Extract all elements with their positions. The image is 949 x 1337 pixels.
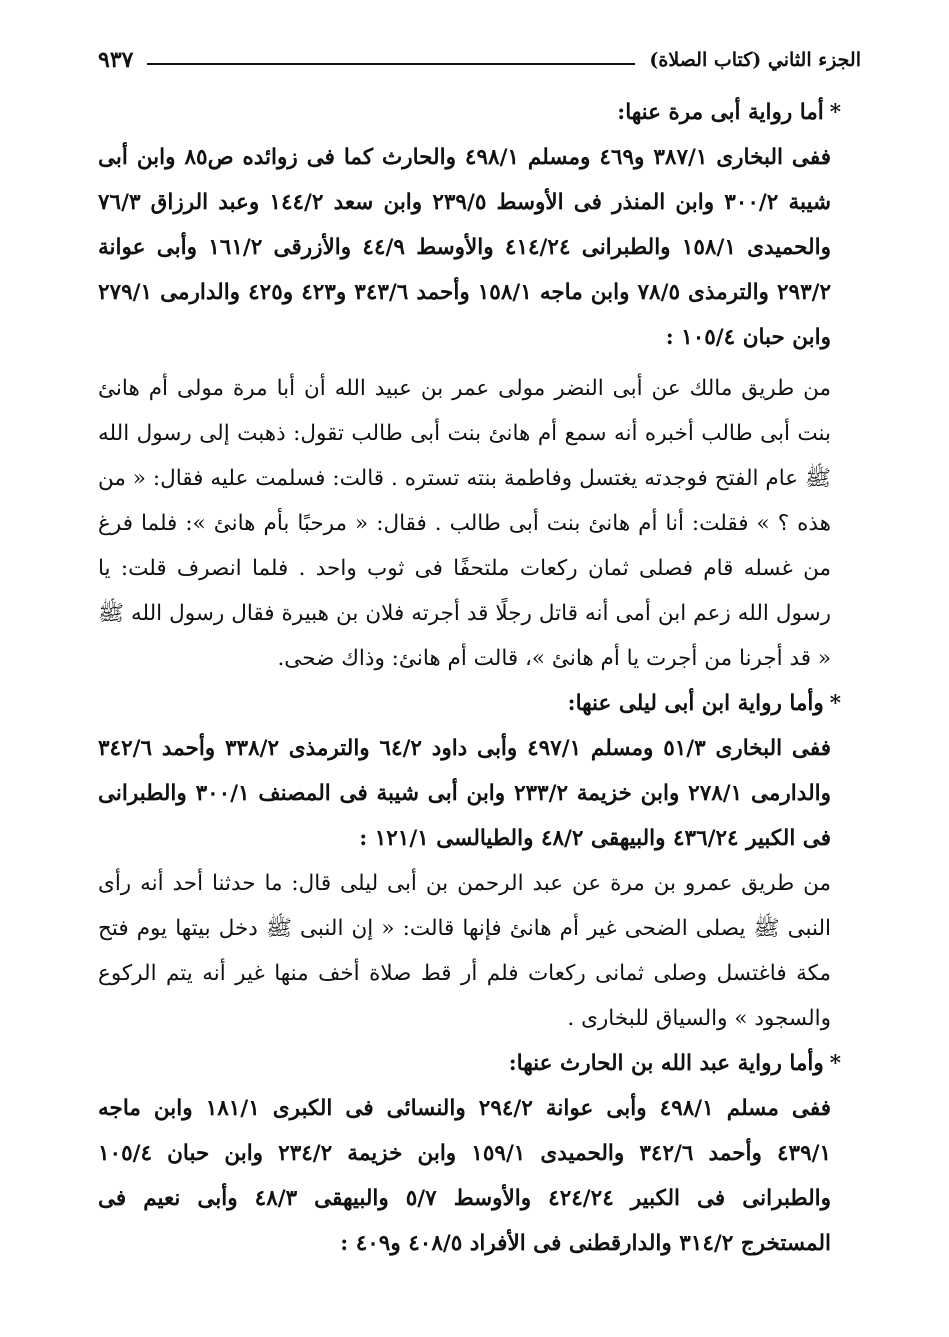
section-heading [98,90,861,135]
section-heading-text: وأما رواية ابن أبى ليلى عنها: [567,691,824,716]
section-heading-text: أما رواية أبى مرة عنها: [617,100,824,125]
section-heading-text: وأما رواية عبد الله بن الحارث عنها: [508,1051,824,1076]
page-body [98,90,861,1266]
section-ibn-abi-layla [98,681,861,1041]
section-heading [98,1041,861,1086]
section-abdullah-ibn-al-harith [98,1041,861,1266]
section-abi-murrah [98,90,861,681]
asterisk-icon: * [829,691,841,716]
header-title: الجزء الثاني (كتاب الصلاة) [649,49,861,71]
references-paragraph: ففى البخارى ٣٨٧/١ و٤٦٩ ومسلم ٤٩٨/١ والحارث كما فى زوائده ص٨٥ وابن أبى شيبة ٣٠٠/٢ وابن المنذر فى الأوسط ٢٣٩/٥ وابن سعد ١٤٤/٢ وعبد الرزاق ٧٦/٣ والحميدى ١٥٨/١ والطبرانى ٤١٤/٢٤ والأوسط ٤٤/٩ والأزرقى ١٦١/٢ وأبى عوانة ٢٩٣/٢ والترمذى ٧٨/٥ وابن ماجه ١٥٨/١ وأحمد ٣٤٣/٦ و٤٢٣ و٤٢٥ والدارمى ٢٧٩/١ وابن حبان ١٠٥/٤ : [98,145,832,350]
asterisk-icon: * [829,100,841,125]
page-number: ٩٣٧ [98,47,134,73]
hadith-paragraph: من طريق مالك عن أبى النضر مولى عمر بن عبيد الله أن أبا مرة مولى أم هانئ بنت أبى طالب أخبره أنه سمع أم هانئ بنت أبى طالب تقول: ذهبت إلى رسول الله ﷺ عام الفتح فوجدته يغتسل وفاطمة بنته تستره . قالت: فسلمت عليه فقال: « من هذه ؟ » فقلت: أنا أم هانئ بنت أبى طالب . فقال: « مرحبًا بأم هانئ »: فلما فرغ من غسله قام فصلى ثمان ركعات ملتحفًا فى ثوب واحد . فلما انصرف قلت: يا رسول الله زعم ابن أمى أنه قاتل رجلًا قد أجرته فلان بن هبيرة فقال رسول الله ﷺ « قد أجرنا من أجرت يا أم هانئ »، قالت أم هانئ: وذاك ضحى. [98,376,831,671]
section-heading [98,681,861,726]
hadith-paragraph: من طريق عمرو بن مرة عن عبد الرحمن بن أبى ليلى قال: ما حدثنا أحد أنه رأى النبى ﷺ يصلى الضحى غير أم هانئ فإنها قالت: « إن النبى ﷺ دخل بيتها يوم فتح مكة فاغتسل وصلى ثمانى ركعات فلم أر قط صلاة أخف منها غير أنه يتم الركوع والسجود » والسياق للبخارى . [98,871,831,1031]
header-rule [147,63,635,65]
references-paragraph: ففى البخارى ٥١/٣ ومسلم ٤٩٧/١ وأبى داود ٦٤/٢ والترمذى ٣٣٨/٢ وأحمد ٣٤٢/٦ والدارمى ٢٧٨/١ وابن خزيمة ٢٣٣/٢ وابن أبى شيبة فى المصنف ٣٠٠/١ والطبرانى فى الكبير ٤٣٦/٢٤ والبيهقى ٤٨/٢ والطيالسى ١٢١/١ : [98,736,831,851]
running-header [98,40,861,80]
asterisk-icon: * [829,1051,841,1076]
references-paragraph: ففى مسلم ٤٩٨/١ وأبى عوانة ٢٩٤/٢ والنسائى فى الكبرى ١٨١/١ وابن ماجه ٤٣٩/١ وأحمد ٣٤٢/٦ والحميدى ١٥٩/١ وابن خزيمة ٢٣٤/٢ وابن حبان ١٠٥/٤ والطبرانى فى الكبير ٤٢٤/٢٤ والأوسط ٥/٧ والبيهقى ٤٨/٣ وأبى نعيم فى المستخرج ٣١٤/٢ والدارقطنى فى الأفراد ٤٠٨/٥ و٤٠٩ : [98,1096,832,1256]
